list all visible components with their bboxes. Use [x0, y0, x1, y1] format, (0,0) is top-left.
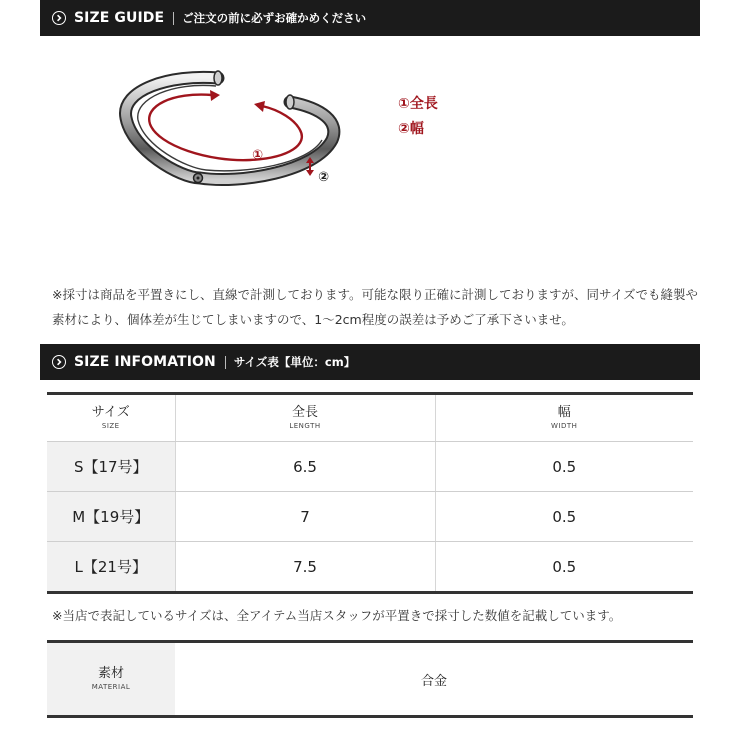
chevron-right-icon — [52, 355, 66, 369]
staff-measure-note: ※当店で表記しているサイズは、全アイテム当店スタッフが平置きで採寸した数値を記載しています。 — [52, 608, 622, 623]
table-row — [47, 542, 693, 593]
size-info-header — [40, 344, 700, 380]
size-guide-header — [40, 0, 700, 36]
material-value: 合金 — [420, 673, 447, 689]
header-size: サイズ SIZE — [47, 394, 175, 442]
material-label: 素材 MATERIAL — [47, 642, 175, 717]
length-arc — [149, 95, 302, 161]
size-info-title: SIZE INFOMATION — [74, 354, 216, 370]
measurement-note: ※採寸は商品を平置きにし、直線で計測しております。可能な限り正確に計測しておりますが、同サイズでも縫製や素材により、個体差が生じてしまいますので、1〜2cm程度の誤差は予めご了承下さいませ。 — [52, 287, 698, 327]
length-cell: 6.5 — [175, 442, 435, 492]
header-divider — [225, 356, 226, 369]
header-divider — [173, 12, 174, 25]
width-cell: 0.5 — [435, 442, 693, 492]
size-cell: L【21号】 — [47, 542, 175, 593]
size-cell: M【19号】 — [47, 492, 175, 542]
size-guide-subtitle: ご注文の前に必ずお確かめください — [182, 11, 367, 25]
size-info-subtitle: サイズ表【単位：cm】 — [233, 355, 356, 369]
width-marker: ② — [318, 170, 330, 185]
legend-width: ②幅 — [398, 121, 424, 137]
length-marker: ① — [252, 148, 264, 163]
size-table — [47, 392, 693, 594]
table-row — [47, 492, 693, 542]
arrow-head-icon — [306, 170, 314, 176]
width-cell: 0.5 — [435, 542, 693, 593]
length-cell: 7 — [175, 492, 435, 542]
size-cell: S【17号】 — [47, 442, 175, 492]
header-length: 全長 LENGTH — [175, 394, 435, 442]
chevron-right-icon — [52, 11, 66, 25]
table-row — [47, 642, 693, 717]
header-width: 幅 WIDTH — [435, 394, 693, 442]
material-table — [47, 640, 693, 718]
arrow-head-icon — [254, 101, 265, 112]
width-cell: 0.5 — [435, 492, 693, 542]
length-cell: 7.5 — [175, 542, 435, 593]
table-header-row — [47, 394, 693, 442]
size-guide-title: SIZE GUIDE — [74, 10, 165, 26]
table-row — [47, 442, 693, 492]
bangle-diagram — [100, 60, 350, 195]
legend-length: ①全長 — [398, 96, 438, 112]
arrow-head-icon — [210, 90, 220, 101]
